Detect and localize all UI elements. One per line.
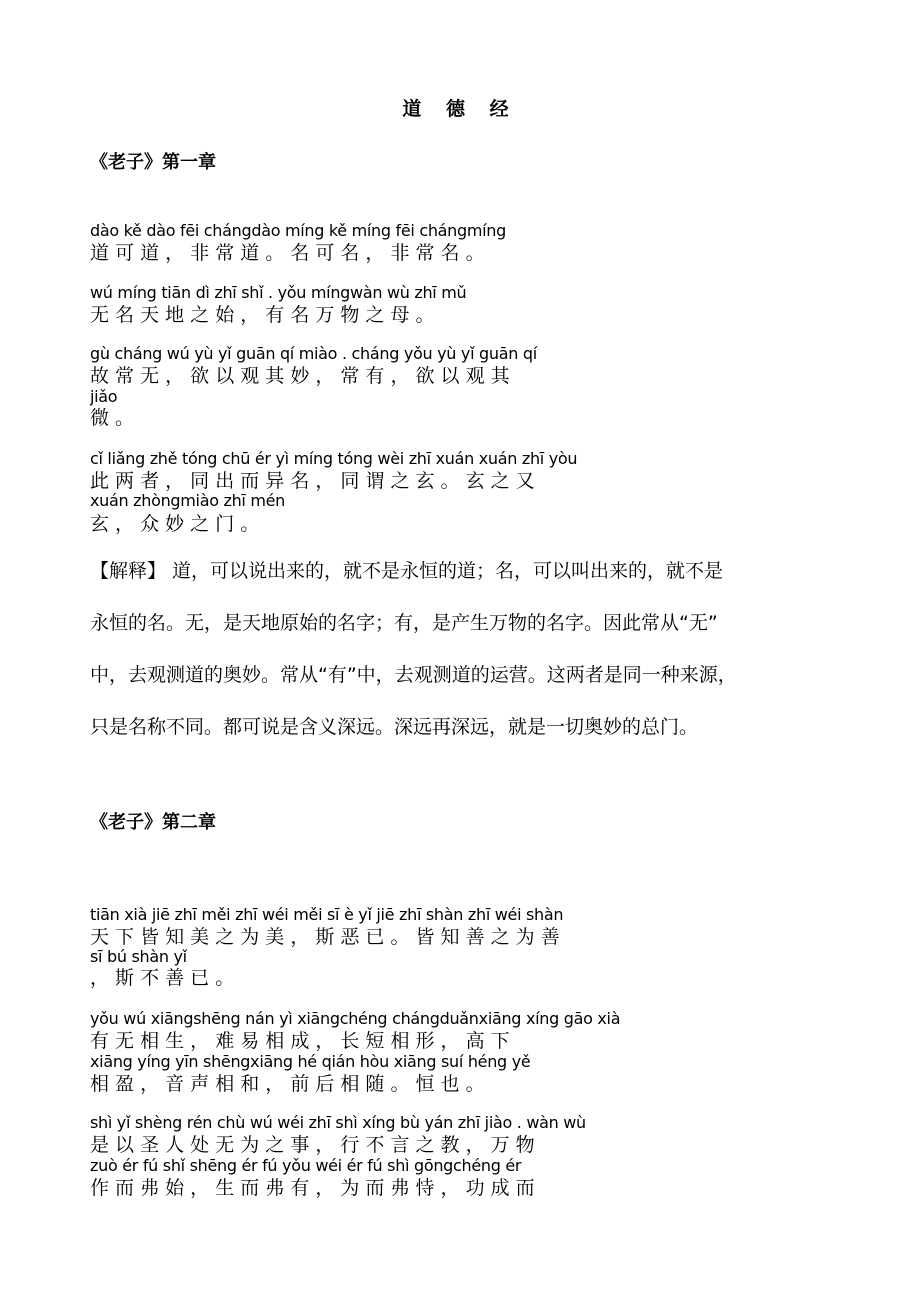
- hanzi-line: 相 盈 ， 音 声 相 和 ， 前 后 相 随 。 恒 也 。: [90, 1073, 485, 1095]
- hanzi-line: 有 无 相 生 ， 难 易 相 成 ， 长 短 相 形 ， 高 下: [90, 1030, 510, 1052]
- explanation-paragraph-line: 永恒的名。无，是天地原始的名字；有，是产生万物的名字。因此常从“无”: [90, 612, 718, 634]
- document-title: 道 德 经: [402, 98, 518, 120]
- pinyin-line: cǐ liǎng zhě tóng chū ér yì míng tóng wèi zhī xuán xuán zhī yòu: [90, 449, 578, 468]
- hanzi-line: 此 两 者 ， 同 出 而 异 名 ， 同 谓 之 玄 。 玄 之 又: [90, 470, 535, 492]
- hanzi-line: 作 而 弗 始 ， 生 而 弗 有 ， 为 而 弗 恃 ， 功 成 而: [90, 1177, 535, 1199]
- hanzi-line: ， 斯 不 善 已 。: [90, 967, 235, 989]
- chapter-2-heading: 《老子》第二章: [90, 812, 216, 833]
- hanzi-line: 天 下 皆 知 美 之 为 美 ， 斯 恶 已 。 皆 知 善 之 为 善: [90, 926, 560, 948]
- hanzi-line: 是 以 圣 人 处 无 为 之 事 ， 行 不 言 之 教 ， 万 物: [90, 1134, 535, 1156]
- pinyin-line: yǒu wú xiāngshēng nán yì xiāngchéng chángduǎnxiāng xíng gāo xià: [90, 1009, 621, 1028]
- hanzi-line: 微 。: [90, 407, 135, 429]
- hanzi-line: 道 可 道 ， 非 常 道 。 名 可 名 ， 非 常 名 。: [90, 242, 485, 264]
- pinyin-line: shì yǐ shèng rén chù wú wéi zhī shì xíng bù yán zhī jiào . wàn wù: [90, 1113, 586, 1132]
- hanzi-line: 玄 ， 众 妙 之 门 。: [90, 513, 260, 535]
- pinyin-line: xiāng yíng yīn shēngxiāng hé qián hòu xiāng suí héng yě: [90, 1052, 531, 1071]
- pinyin-line: xuán zhòngmiào zhī mén: [90, 491, 286, 510]
- chapter-1-heading: 《老子》第一章: [90, 152, 216, 173]
- pinyin-line: jiǎo: [90, 387, 118, 406]
- explanation-paragraph-line: 中，去观测道的奥妙。常从“有”中，去观测道的运营。这两者是同一种来源，: [90, 664, 737, 686]
- hanzi-line: 故 常 无 ， 欲 以 观 其 妙 ， 常 有 ， 欲 以 观 其: [90, 365, 510, 387]
- pinyin-line: sī bú shàn yǐ: [90, 947, 187, 966]
- pinyin-line: dào kě dào fēi chángdào míng kě míng fēi chángmíng: [90, 221, 507, 240]
- explanation-paragraph-line: 【解释】 道，可以说出来的，就不是永恒的道；名，可以叫出来的，就不是: [90, 560, 724, 582]
- pinyin-line: zuò ér fú shǐ shēng ér fú yǒu wéi ér fú shì gōngchéng ér: [90, 1156, 522, 1175]
- pinyin-line: wú míng tiān dì zhī shǐ . yǒu míngwàn wù zhī mǔ: [90, 283, 467, 302]
- pinyin-line: tiān xià jiē zhī měi zhī wéi měi sī è yǐ jiē zhī shàn zhī wéi shàn: [90, 905, 564, 924]
- explanation-paragraph-line: 只是名称不同。都可说是含义深远。深远再深远，就是一切奥妙的总门。: [90, 716, 699, 738]
- pinyin-line: gù cháng wú yù yǐ guān qí miào . cháng yǒu yù yǐ guān qí: [90, 344, 537, 363]
- hanzi-line: 无 名 天 地 之 始 ， 有 名 万 物 之 母 。: [90, 304, 435, 326]
